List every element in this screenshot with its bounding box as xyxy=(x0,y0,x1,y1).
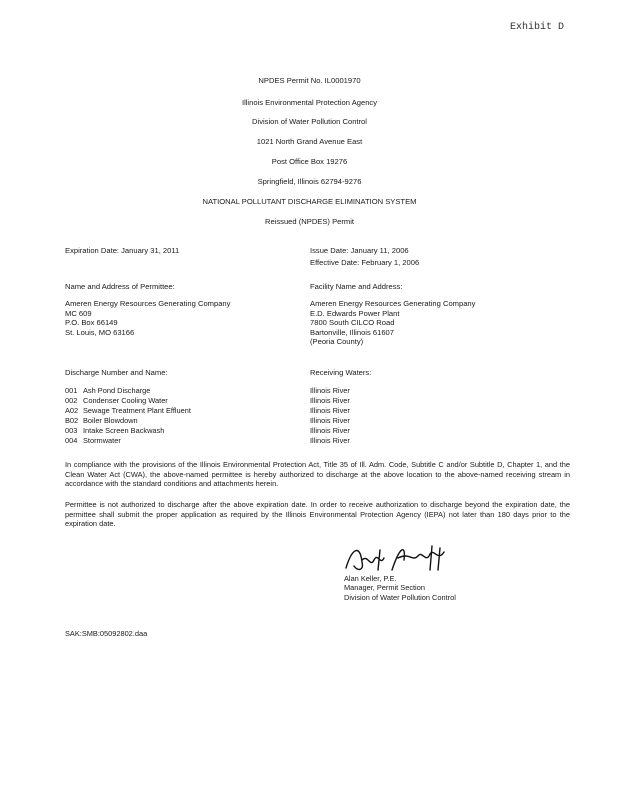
discharge-row xyxy=(65,416,325,425)
signatory-title: Manager, Permit Section xyxy=(344,583,425,593)
facility-block xyxy=(310,282,475,347)
discharge-number: B02 xyxy=(65,416,79,425)
facility-line: E.D. Edwards Power Plant xyxy=(310,308,400,318)
receiving-water: Illinois River xyxy=(310,436,350,445)
discharge-number: 002 xyxy=(65,396,78,405)
agency-street: 1021 North Grand Avenue East xyxy=(256,137,363,146)
receiving-water: Illinois River xyxy=(310,386,350,395)
exhibit-label: Exhibit D xyxy=(510,22,565,33)
receiving-water: Illinois River xyxy=(310,406,350,415)
agency-pobox: Post Office Box 19276 xyxy=(271,157,348,166)
receiving-water: Illinois River xyxy=(310,396,350,405)
discharge-number: A02 xyxy=(65,406,79,415)
signature-block xyxy=(344,574,456,602)
facility-line: (Peoria County) xyxy=(310,337,364,347)
permit-type: Reissued (NPDES) Permit xyxy=(264,217,355,226)
permit-number: NPDES Permit No. IL0001970 xyxy=(258,76,361,85)
discharge-name: Sewage Treatment Plant Effluent xyxy=(83,406,191,415)
file-reference: SAK:SMB:05092802.daa xyxy=(65,629,148,638)
signatory-division: Division of Water Pollution Control xyxy=(344,592,456,602)
expiration-paragraph: Permittee is not authorized to discharge after the above expiration date. In order to receive authorization to discharge beyond the expiration date, the permittee shall submit the proper application as required by the Illinois Environmental Protection Agency (IEPA) not later than 180 days prior to the expiration date. xyxy=(65,500,570,529)
signature-image xyxy=(340,540,460,578)
receiving-water: Illinois River xyxy=(310,426,350,435)
permittee-line: P.O. Box 66149 xyxy=(65,318,118,328)
discharge-row xyxy=(65,406,325,415)
discharge-row xyxy=(65,386,325,395)
discharge-row xyxy=(65,396,325,405)
effective-date: Effective Date: February 1, 2006 xyxy=(310,258,420,267)
issue-date: Issue Date: January 11, 2006 xyxy=(310,246,409,255)
division-name: Division of Water Pollution Control xyxy=(252,117,367,126)
discharge-number: 001 xyxy=(65,386,78,395)
agency-city: Springfield, Illinois 62794-9276 xyxy=(257,177,362,186)
facility-heading: Facility Name and Address: xyxy=(310,282,403,291)
discharge-name: Intake Screen Backwash xyxy=(83,426,165,435)
discharge-heading: Discharge Number and Name: xyxy=(65,368,168,377)
signatory-name: Alan Keller, P.E. xyxy=(344,574,397,583)
receiving-heading: Receiving Waters: xyxy=(310,368,372,377)
discharge-name: Ash Pond Discharge xyxy=(83,386,151,395)
expiration-date: Expiration Date: January 31, 2011 xyxy=(65,246,180,255)
permittee-line: St. Louis, MO 63166 xyxy=(65,327,135,337)
discharge-row xyxy=(65,426,325,435)
receiving-water: Illinois River xyxy=(310,416,350,425)
discharge-number: 004 xyxy=(65,436,78,445)
agency-name: Illinois Environmental Protection Agency xyxy=(241,98,378,107)
discharge-number: 003 xyxy=(65,426,78,435)
facility-line: 7800 South CILCO Road xyxy=(310,318,395,328)
discharge-name: Stormwater xyxy=(83,436,121,445)
facility-line: Ameren Energy Resources Generating Company xyxy=(310,299,476,309)
facility-line: Bartonville, Illinois 61607 xyxy=(310,327,395,337)
permittee-block xyxy=(65,282,230,337)
compliance-paragraph: In compliance with the provisions of the Illinois Environmental Protection Act, Title 35 of Ill. Adm. Code, Subtitle C and/or Subtitle D, Chapter 1, and the Clean Water Act (CWA), the above-named permittee is hereby authorized to discharge at the above location to the above-named receiving stream in accordance with the standard conditions and attachments herein. xyxy=(65,460,570,489)
system-title: NATIONAL POLLUTANT DISCHARGE ELIMINATION SYSTEM xyxy=(202,197,417,206)
discharge-row xyxy=(65,436,325,445)
permittee-heading: Name and Address of Permittee: xyxy=(65,282,175,291)
permittee-line: MC 609 xyxy=(65,308,92,318)
discharge-name: Boiler Blowdown xyxy=(83,416,138,425)
discharge-name: Condenser Cooling Water xyxy=(83,396,168,405)
permittee-line: Ameren Energy Resources Generating Company xyxy=(65,299,231,309)
